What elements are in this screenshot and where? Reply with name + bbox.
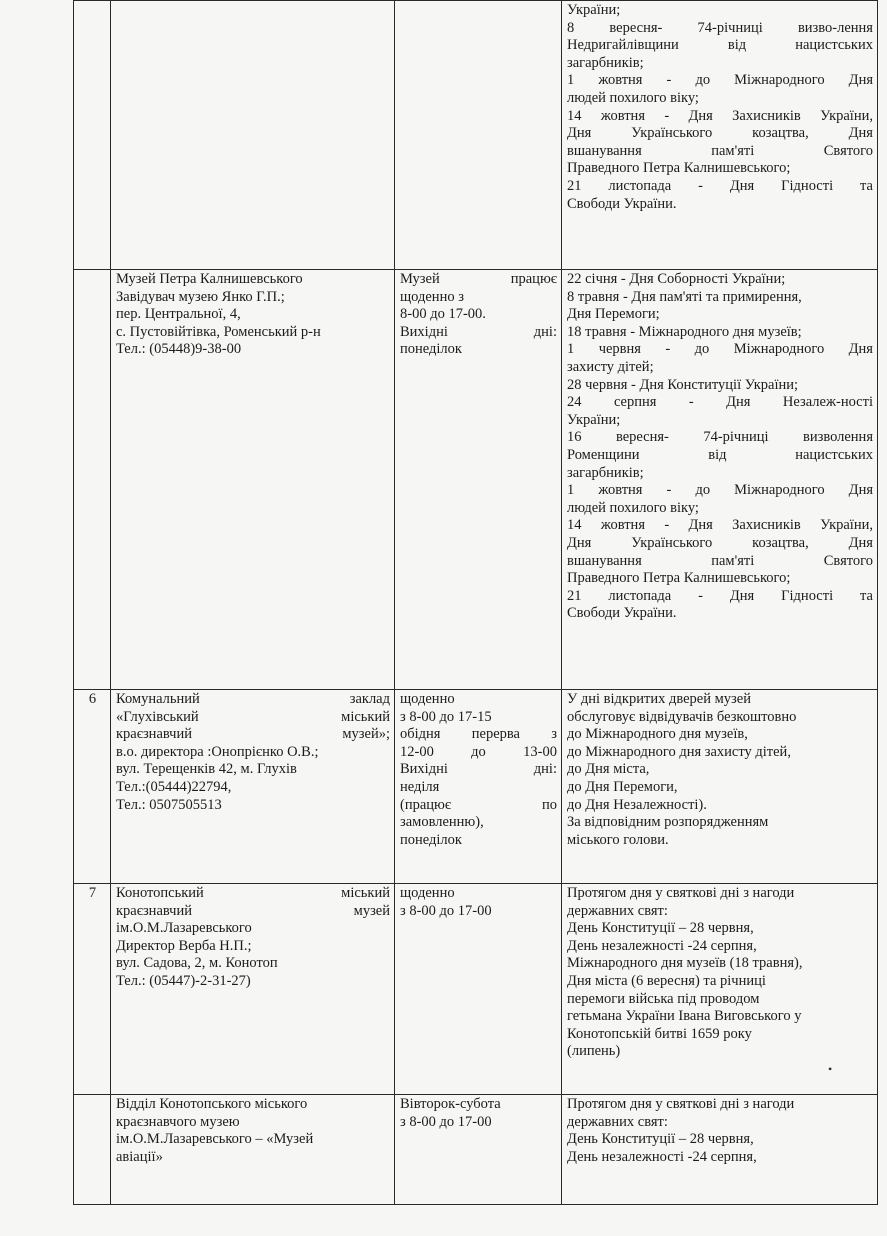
table-row: [74, 1, 878, 270]
institution-line: Конотопський міський: [116, 885, 390, 901]
table-row: [74, 690, 878, 884]
institution-line: вул. Терещенків 42, м. Глухів: [116, 761, 297, 778]
institution-line: авіації»: [116, 1148, 163, 1165]
event-line: День незалежності -24 серпня,: [567, 1148, 757, 1165]
event-line: вшанування пам'яті Святого: [567, 552, 873, 569]
working-hours-line: понеділок: [400, 341, 462, 358]
event-line: Свободи України.: [567, 605, 677, 622]
working-hours-line: 12-00 до 13-00: [400, 743, 557, 760]
event-line: 14 жовтня - Дня Захисників України,: [567, 107, 873, 124]
working-hours-line: з 8-00 до 17-00: [400, 1113, 492, 1130]
working-hours-cell: [395, 1, 562, 270]
working-hours-line: Музей працює: [400, 271, 557, 287]
event-line: до Міжнародного дня захисту дітей,: [567, 743, 791, 760]
event-line: 1 червня - до Міжнародного Дня: [567, 341, 873, 358]
working-hours-line: з 8-00 до 17-15: [400, 708, 492, 725]
working-hours-line: Вівторок-субота: [400, 1096, 501, 1112]
row-number-cell: [74, 270, 111, 690]
event-line: України;: [567, 411, 621, 428]
event-line: перемоги війська під проводом: [567, 990, 760, 1007]
event-line: обслуговує відвідувачів безкоштовно: [567, 708, 797, 725]
events-cell: [562, 270, 878, 690]
event-line: до Дня Перемоги,: [567, 778, 678, 795]
institution-line: краєзнавчий музей: [116, 902, 390, 919]
events-cell: [562, 690, 878, 884]
event-line: День Конституції – 28 червня,: [567, 1131, 754, 1148]
institution-cell: [111, 1, 395, 270]
institution-line: Тел.:(05444)22794,: [116, 778, 232, 795]
event-line: Праведного Петра Калнишевського;: [567, 570, 791, 587]
event-line: (липень): [567, 1043, 621, 1060]
row-number-cell: [74, 690, 111, 884]
institution-line: Завідувач музею Янко Г.П.;: [116, 288, 285, 305]
working-hours-line: щоденно з: [400, 288, 464, 305]
working-hours-line: щоденно: [400, 885, 455, 901]
event-line: людей похилого віку;: [567, 89, 699, 106]
institution-line: Тел.: (05447)-2-31-27): [116, 972, 251, 989]
row-number-cell: [74, 1095, 111, 1205]
row-number-cell: [74, 1, 111, 270]
row-number: 6: [88, 691, 97, 707]
event-line: загарбників;: [567, 54, 644, 71]
institution-cell: [111, 1095, 395, 1205]
event-line: 21 листопада - Дня Гідності та: [567, 587, 873, 604]
event-line: 1 жовтня - до Міжнародного Дня: [567, 482, 873, 499]
working-hours-line: 8-00 до 17-00.: [400, 306, 486, 323]
event-line: людей похилого віку;: [567, 499, 699, 516]
working-hours-cell: [395, 1095, 562, 1205]
working-hours-line: щоденно: [400, 691, 455, 707]
row-number-cell: [74, 884, 111, 1095]
event-line: 28 червня - Дня Конституції України;: [567, 376, 799, 393]
row-number: 7: [88, 885, 97, 901]
table-row: [74, 1095, 878, 1205]
event-line: захисту дітей;: [567, 358, 654, 375]
working-hours-line: обідня перерва з: [400, 726, 557, 743]
event-line: Міжнародного дня музеїв (18 травня),: [567, 955, 803, 972]
event-line: до Дня міста,: [567, 761, 650, 778]
event-line: державних свят:: [567, 1113, 668, 1130]
stray-mark: •: [828, 1062, 833, 1076]
institution-line: «Глухівський міський: [116, 708, 390, 725]
working-hours-line: неділя: [400, 778, 440, 795]
event-line: Праведного Петра Калнишевського;: [567, 160, 791, 177]
event-line: 8 травня - Дня пам'яті та примирення,: [567, 288, 802, 305]
institution-line: вул. Садова, 2, м. Конотоп: [116, 955, 278, 972]
institution-cell: [111, 690, 395, 884]
event-line: Дня Українського козацтва, Дня: [567, 534, 873, 551]
table-row: [74, 270, 878, 690]
institution-cell: [111, 270, 395, 690]
working-hours-cell: [395, 884, 562, 1095]
working-hours-line: Вихідні дні:: [400, 761, 557, 778]
institution-line: Тел.: (05448)9-38-00: [116, 341, 242, 358]
event-line: до Міжнародного дня музеїв,: [567, 726, 748, 743]
event-line: Дня міста (6 вересня) та річниці: [567, 972, 766, 989]
event-line: загарбників;: [567, 464, 644, 481]
event-line: Конотопській битві 1659 року: [567, 1025, 752, 1042]
event-line: міського голови.: [567, 831, 669, 848]
institution-line: Тел.: 0507505513: [116, 796, 222, 813]
institution-line: с. Пустовійтівка, Роменський р-н: [116, 323, 321, 340]
event-line: 24 серпня - Дня Незалеж-ності: [567, 394, 873, 411]
event-line: гетьмана України Івана Виговського у: [567, 1008, 802, 1025]
event-line: Протягом дня у святкові дні з нагоди: [567, 885, 795, 901]
event-line: 8 вересня- 74-річниці визво-лення: [567, 19, 873, 36]
working-hours-cell: [395, 690, 562, 884]
institution-line: ім.О.М.Лазаревського: [116, 920, 252, 937]
event-line: 18 травня - Міжнародного дня музеїв;: [567, 323, 802, 340]
working-hours-line: Вихідні дні:: [400, 323, 557, 340]
event-line: За відповідним розпорядженням: [567, 814, 769, 831]
event-line: Недригайлівщини від нацистських: [567, 37, 873, 54]
event-line: Свободи України.: [567, 195, 677, 212]
event-line: Протягом дня у святкові дні з нагоди: [567, 1096, 795, 1112]
working-hours-line: з 8-00 до 17-00: [400, 902, 492, 919]
institution-line: краєзнавчого музею: [116, 1113, 240, 1130]
institution-line: Відділ Конотопського міського: [116, 1096, 308, 1112]
event-line: У дні відкритих дверей музей: [567, 691, 751, 707]
event-line: Дня Перемоги;: [567, 306, 660, 323]
institution-line: в.о. директора :Онопрієнко О.В.;: [116, 743, 319, 760]
working-hours-cell: [395, 270, 562, 690]
institution-line: краєзнавчий музей»;: [116, 726, 390, 743]
institution-line: Музей Петра Калнишевського: [116, 271, 303, 287]
working-hours-line: понеділок: [400, 831, 462, 848]
institution-line: Директор Верба Н.П.;: [116, 937, 252, 954]
institution-line: Комунальний заклад: [116, 691, 390, 707]
event-line: вшанування пам'яті Святого: [567, 142, 873, 159]
institution-line: пер. Центральної, 4,: [116, 306, 241, 323]
working-hours-line: (працює по: [400, 796, 557, 813]
event-line: 16 вересня- 74-річниці визволення: [567, 429, 873, 446]
event-line: Дня Українського козацтва, Дня: [567, 125, 873, 142]
institution-cell: [111, 884, 395, 1095]
events-cell: [562, 1, 878, 270]
event-line: до Дня Незалежності).: [567, 796, 707, 813]
events-cell: [562, 1095, 878, 1205]
event-line: державних свят:: [567, 902, 668, 919]
museum-schedule-table: [73, 0, 878, 1205]
table-row: [74, 884, 878, 1095]
event-line: День незалежності -24 серпня,: [567, 937, 757, 954]
event-line: 21 листопада - Дня Гідності та: [567, 177, 873, 194]
institution-line: ім.О.М.Лазаревського – «Музей: [116, 1131, 314, 1148]
event-line: День Конституції – 28 червня,: [567, 920, 754, 937]
event-line: Роменщини від нацистських: [567, 446, 873, 463]
event-line: 1 жовтня - до Міжнародного Дня: [567, 72, 873, 89]
event-line: 22 січня - Дня Соборності України;: [567, 271, 786, 287]
working-hours-line: замовленню),: [400, 814, 484, 831]
event-line: 14 жовтня - Дня Захисників України,: [567, 517, 873, 534]
event-line: України;: [567, 2, 621, 18]
